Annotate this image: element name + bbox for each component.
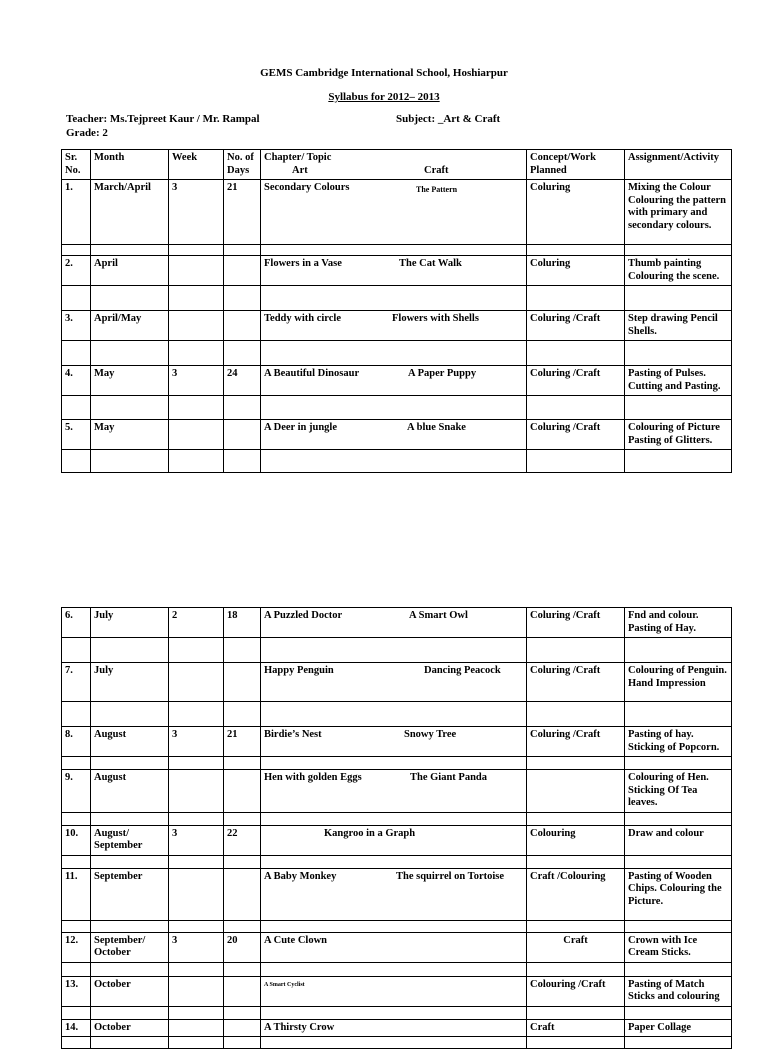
art-topic: Birdie’s Nest [264,729,322,740]
chapter-topic [261,311,527,341]
concept-planned: Coluring /Craft [527,311,625,341]
days [224,256,261,286]
chapter-topic [261,976,527,1006]
table-row [62,608,732,638]
school-name: GEMS Cambridge International School, Hoshiarpur [260,67,508,79]
art-topic: A Deer in jungle [264,422,338,433]
sr-no: 13. [62,976,91,1006]
assignment-activity: Pasting of hay. Sticking of Popcorn. [625,727,732,757]
assignment-activity: Crown with Ice Cream Sticks. [625,932,732,962]
art-topic: A Puzzled Doctor [264,610,343,621]
table-row [62,1019,732,1037]
col-topic: Chapter/ Topic Art Craft [261,150,527,180]
col-assignment: Assignment/Activity [625,150,732,180]
days [224,976,261,1006]
days: 21 [224,727,261,757]
assignment-activity: Pasting of Pulses. Cutting and Pasting. [625,366,732,396]
table-row [62,311,732,341]
chapter-topic [261,770,527,813]
craft-topic: The Pattern [416,185,458,194]
chapter-topic [261,932,527,962]
month: April [91,256,169,286]
sr-no: 10. [62,825,91,855]
concept-planned: Coluring [527,256,625,286]
days: 20 [224,932,261,962]
sr-no: 2. [62,256,91,286]
table-row [62,727,732,757]
spacer-row [62,920,732,932]
teacher-line: Teacher: Ms.Tejpreet Kaur / Mr. Rampal [66,113,260,125]
week [169,256,224,286]
craft-topic: A Paper Puppy [408,368,477,379]
table-row [62,825,732,855]
grade-line: Grade: 2 [66,127,108,139]
concept-planned: Coluring /Craft [527,727,625,757]
days [224,868,261,920]
spacer-row [62,1037,732,1049]
assignment-activity: Step drawing Pencil Shells. [625,311,732,341]
spacer-row [62,702,732,727]
week: 2 [169,608,224,638]
week [169,420,224,450]
concept-planned: Craft /Colouring [527,868,625,920]
sr-no: 11. [62,868,91,920]
chapter-topic [261,256,527,286]
craft-topic: Dancing Peacock [424,665,501,676]
chapter-topic [261,420,527,450]
sr-no: 5. [62,420,91,450]
craft-topic: The squirrel on Tortoise [396,870,505,882]
month: September [91,868,169,920]
spacer-row [62,855,732,868]
table-row [62,932,732,962]
chapter-topic [261,663,527,702]
assignment-activity: Colouring of Picture Pasting of Glitters. [625,420,732,450]
col-concept: Concept/Work Planned [527,150,625,180]
week [169,976,224,1006]
week [169,311,224,341]
days: 18 [224,608,261,638]
week [169,663,224,702]
spacer-row [62,245,732,256]
sr-no: 8. [62,727,91,757]
assignment-activity: Pasting of Wooden Chips. Colouring the Picture. [625,868,732,920]
spacer-row [62,286,732,311]
art-topic: A Cute Clown [264,934,328,946]
subject-line: Subject: _Art & Craft [396,113,501,125]
week: 3 [169,366,224,396]
chapter-topic [261,868,527,920]
spacer-row [62,962,732,976]
table-row [62,256,732,286]
craft-topic: The Giant Panda [410,772,488,783]
table-row [62,180,732,245]
concept-planned: Colouring [527,825,625,855]
table-row [62,420,732,450]
chapter-topic [261,180,527,245]
month: July [91,663,169,702]
month: March/April [91,180,169,245]
chapter-topic [261,825,527,855]
days: 22 [224,825,261,855]
spacer-row [62,396,732,420]
concept-planned: Coluring /Craft [527,608,625,638]
concept-planned [527,770,625,813]
table-row [62,976,732,1006]
month: May [91,366,169,396]
week [169,770,224,813]
sr-no: 6. [62,608,91,638]
concept-planned: Craft [527,1019,625,1037]
days [224,770,261,813]
col-month: Month [91,150,169,180]
sr-no: 14. [62,1019,91,1037]
table-row [62,770,732,813]
assignment-activity: Fnd and colour. Pasting of Hay. [625,608,732,638]
month: April/May [91,311,169,341]
art-topic: A Beautiful Dinosaur [264,368,360,379]
concept-planned: Coluring /Craft [527,420,625,450]
table-row [62,663,732,702]
sr-no: 7. [62,663,91,702]
art-topic: Teddy with circle [264,313,342,324]
assignment-activity: Mixing the Colour Colouring the pattern with primary and secondary colours. [625,180,732,245]
days [224,311,261,341]
craft-topic: The Cat Walk [399,258,462,269]
sr-no: 12. [62,932,91,962]
art-topic: Secondary Colours [264,182,350,193]
art-topic: A Baby Monkey [264,870,337,882]
syllabus-table-1 [61,149,732,473]
days [224,1019,261,1037]
assignment-activity: Paper Collage [625,1019,732,1037]
col-sr: Sr. No. [62,150,91,180]
month: September/ October [91,932,169,962]
art-topic: Flowers in a Vase [264,258,342,269]
spacer-row [62,341,732,366]
month: August/ September [91,825,169,855]
week: 3 [169,180,224,245]
assignment-activity: Pasting of Match Sticks and colouring [625,976,732,1006]
art-topic: Kangroo in a Graph [324,827,416,839]
days: 24 [224,366,261,396]
art-topic: A Thirsty Crow [264,1021,335,1033]
spacer-row [62,812,732,825]
table-row [62,868,732,920]
month: October [91,1019,169,1037]
spacer-row [62,1006,732,1019]
week [169,868,224,920]
days: 21 [224,180,261,245]
chapter-topic [261,727,527,757]
week [169,1019,224,1037]
days [224,420,261,450]
table-row [62,366,732,396]
concept-planned: Craft [527,932,625,962]
month: July [91,608,169,638]
assignment-activity: Thumb painting Colouring the scene. [625,256,732,286]
craft-topic: Snowy Tree [404,729,457,740]
sr-no: 1. [62,180,91,245]
craft-topic: Flowers with Shells [392,313,479,324]
sr-no: 9. [62,770,91,813]
days [224,663,261,702]
week: 3 [169,825,224,855]
spacer-row [62,450,732,473]
chapter-topic [261,366,527,396]
concept-planned: Colouring /Craft [527,976,625,1006]
month: August [91,727,169,757]
spacer-row [62,757,732,770]
art-topic: Hen with golden Eggs [264,772,362,783]
art-topic: A Smart Cyclist [264,981,305,988]
concept-planned: Coluring [527,180,625,245]
month: May [91,420,169,450]
sr-no: 4. [62,366,91,396]
sr-no: 3. [62,311,91,341]
col-days: No. of Days [224,150,261,180]
col-week: Week [169,150,224,180]
month: October [91,976,169,1006]
art-topic: Happy Penguin [264,665,334,676]
assignment-activity: Draw and colour [625,825,732,855]
chapter-topic [261,608,527,638]
month: August [91,770,169,813]
craft-topic: A blue Snake [407,422,466,433]
craft-topic: A Smart Owl [409,610,468,621]
syllabus-title: Syllabus for 2012– 2013 [328,91,440,103]
syllabus-table-2 [61,607,732,1049]
concept-planned: Coluring /Craft [527,663,625,702]
concept-planned: Coluring /Craft [527,366,625,396]
assignment-activity: Colouring of Hen. Sticking Of Tea leaves. [625,770,732,813]
chapter-topic [261,1019,527,1037]
assignment-activity: Colouring of Penguin. Hand Impression [625,663,732,702]
header-row [62,150,732,180]
week: 3 [169,932,224,962]
spacer-row [62,638,732,663]
week: 3 [169,727,224,757]
